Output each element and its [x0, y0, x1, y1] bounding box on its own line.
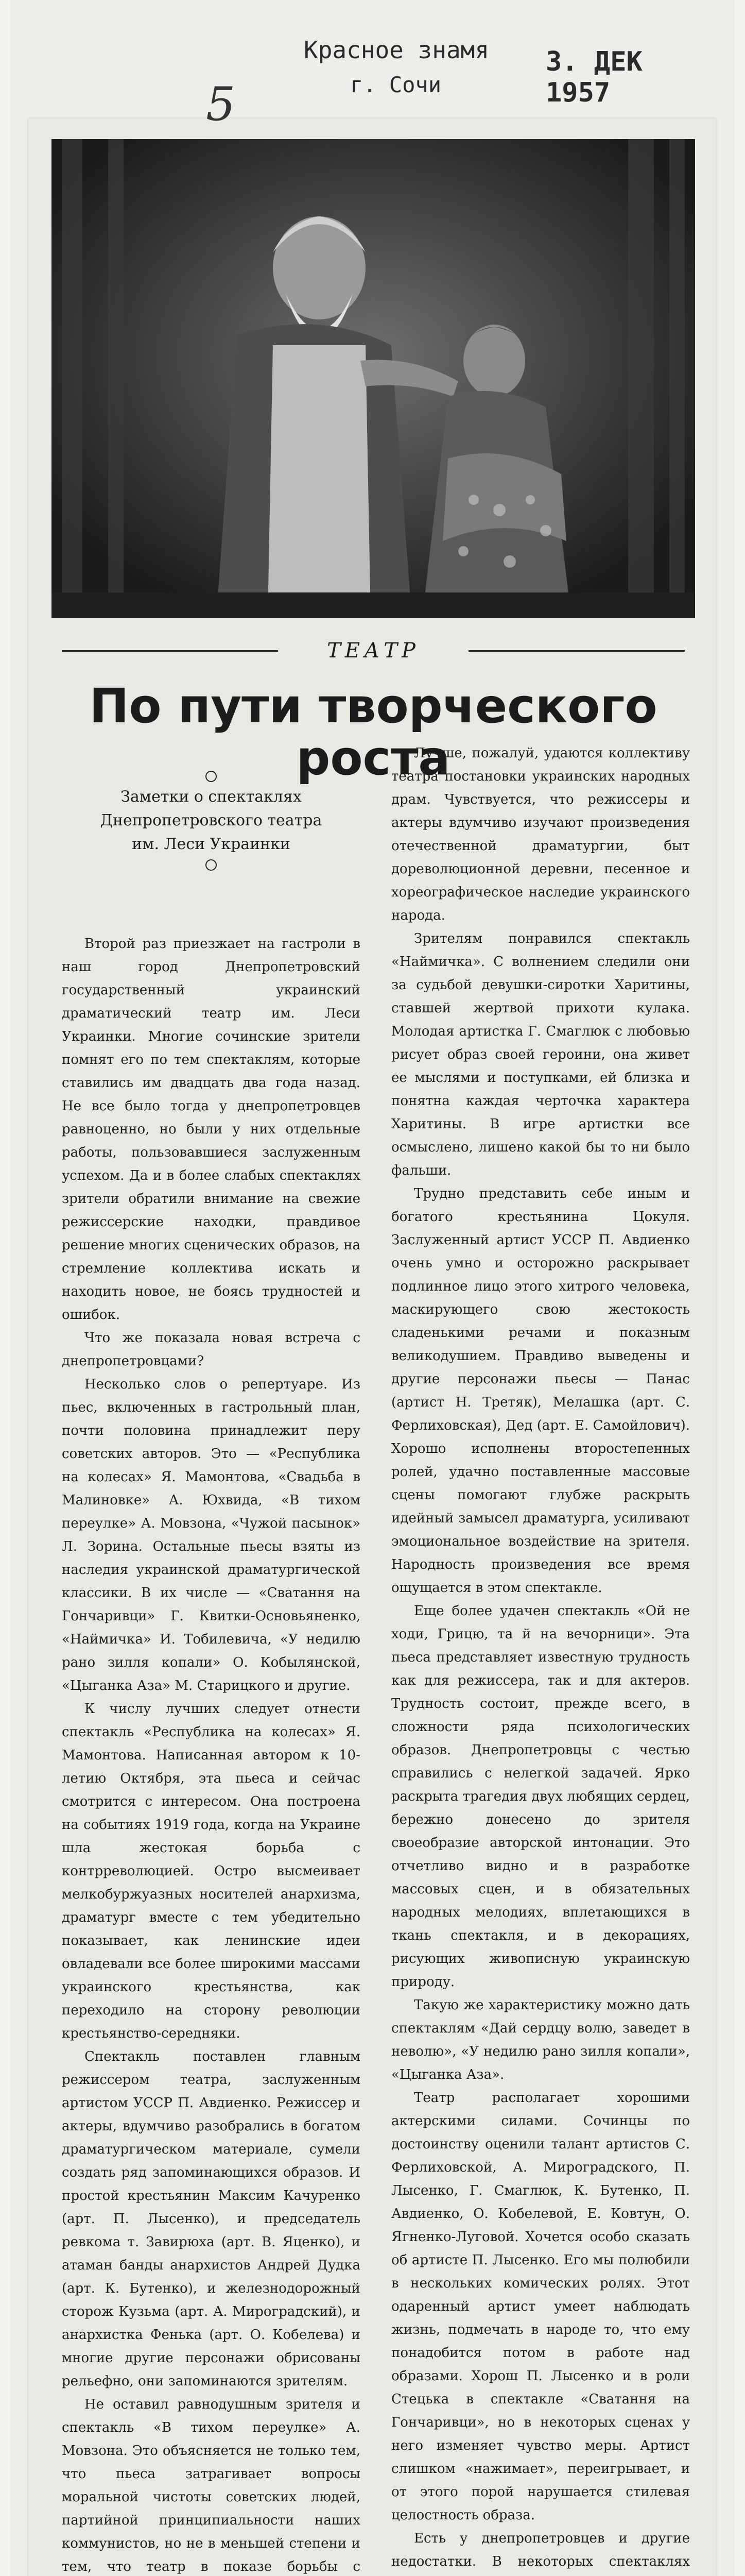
subhead-line: Заметки о спектаклях — [120, 788, 302, 806]
paragraph: Спектакль поставлен главным режиссером театра, заслуженным артистом УССР П. Авдиенко. Режиссер и актеры, вдумчиво разобрались в богатом драматургическом материале, сумели создать ряд запоминающихся образов. И простой крестьянин Максим Качуренко (арт. П. Лысенко), и председатель ревкома т. Завирюха (арт. В. Яценко), и атаман банды анархистов Андрей Дудка (арт. К. Бутенко), и железнодорожный сторож Кузьма (арт. А. Мироградский), и анархистка Фенька (арт. О. Кобелева) и многие другие персонажи обрисованы рельефно, они запоминаются зрителям. — [62, 2049, 360, 2389]
paragraph: Что же показала новая встреча с днепропетровцами? — [62, 1330, 360, 1369]
paragraph: Второй раз приезжает на гастроли в наш город Днепропетровский государственный украинский драматический театр им. Леси Украинки. Многие сочинские зрители помнят его по тем спектаклям, которые ставились им двадцать два года назад. Не все было тогда у днепропетровцев равноценно, но были у них отдельные работы, пользовавшиеся заслуженным успехом. Да и в более слабых спектаклях зрители обратили внимание на свежие режиссерские находки, правдивое решение многих сценических образов, на стремление коллектива искать и находить новое, не боясь трудностей и ошибок. — [62, 936, 360, 1323]
archive-stamp — [304, 36, 695, 139]
circle-ornament-bottom — [205, 859, 217, 871]
article-subhead — [62, 768, 360, 874]
circle-ornament-top — [205, 771, 217, 782]
paragraph: Еще более удачен спектакль «Ой не ходи, Грицю, та й на вечорници». Эта пьеса представляет известную трудность как для режиссера, так и для актеров. Трудность состоит, прежде всего, в сложности ряда психологических образов. Днепропетровцы с честью справились с нелегкой задачей. Ярко раскрыта трагедия двух любящих сердец, бережно донесено до зрителя своеобразие авторской интонации. Это отчетливо видно и в разработке массовых сцен, и в обязательных народных мелодиях, вплетающихся в ткань спектакля, и в декорациях, рисующих живописную украинскую природу. — [391, 1603, 690, 1990]
stage-photo-drawing — [51, 139, 695, 618]
subhead-line: им. Леси Украинки — [132, 835, 290, 853]
paragraph: Лучше, пожалуй, удаются коллективу театра постановки украинских народных драм. Чувствуется, что режиссеры и актеры вдумчиво изучают произведения отечественной драматургии, быт дореволюционной деревни, песенное и хореографическое наследие украинского народа. — [391, 745, 690, 923]
handwritten-mark: 5 — [206, 77, 236, 131]
stamp-newspaper: Красное знамя — [304, 36, 490, 64]
paragraph: Несколько слов о репертуаре. Из пьес, включенных в гастрольный план, почти половина принадлежит перу советских авторов. Это — «Республика на колесах» Я. Мамонтова, «Свадьба в Малиновке» А. Юхвида, «В тихом переулке» А. Мовзона, «Чужой пасынок» Л. Зорина. Остальные пьесы взяты из наследия украинской драматургической классики. В их числе — «Сватання на Гончаривци» Г. Квитки-Основьяненко, «Наймичка» И. Тобилевича, «У недилю рано зилля копали» О. Кобылянской, «Цыганка Аза» М. Старицкого и другие. — [62, 1377, 360, 1693]
paragraph: Есть у днепропетровцев и другие недостатки. В некоторых спектаклях — [391, 2531, 690, 2569]
paragraph: Зрителям понравился спектакль «Наймичка». С волнением следили они за судьбой девушки-сиротки Харитины, ставшей жертвой прихоти кулака. Молодая артистка Г. Смаглюк с любовью рисует образ своей героини, она живет ее мыслями и поступками, ей близка и понятна каждая черточка характера Харитины. В игре артистки все осмыслено, лишено какой бы то ни было фальши. — [391, 931, 690, 1178]
paragraph: Театр располагает хорошими актерскими силами. Сочинцы по достоинству оценили талант артистов С. Ферлиховской, А. Мироградского, П. Лысенко, Г. Смаглюк, К. Бутенко, П. Авдиенко, О. Кобелевой, Е. Ковтун, О. Ягненко-Луговой. Хочется особо сказать об артисте П. Лысенко. Его мы полюбили в нескольких комических ролях. Этот одаренный артист умеет наблюдать жизнь, подмечать в народе то, что ему понадобится потом в работе над образами. Хорош П. Лысенко и в роли Стецька в спектакле «Сватання на Гончаривци», но в некоторых сценах у него изменяет чувство меры. Артист слишком «нажимает», переигрывает, и от этого порой нарушается стилевая целостность образа. — [391, 2090, 690, 2523]
article-column-right — [391, 742, 690, 2576]
paragraph: Такую же характеристику можно дать спектаклям «Дай сердцу волю, заведет в неволю», «У недилю рано зилля копали», «Цыганка Аза». — [391, 1997, 690, 2082]
stamp-date: 3. ДЕК 1957 — [546, 46, 643, 108]
stage-photo — [51, 139, 695, 618]
article-column-left — [62, 933, 360, 2576]
subhead-line: Днепропетровского театра — [100, 811, 322, 829]
paragraph: Не оставил равнодушным зрителя и спектакль «В тихом переулке» А. Мовзона. Это объясняется не только тем, что пьеса затрагивает вопросы моральной чистоты советских людей, партийной принципиальности наших коммунистов, но не в меньшей степени и тем, что театр в показе борьбы с — [62, 2397, 360, 2574]
section-rubric: ТЕАТР — [327, 639, 420, 663]
stamp-city: г. Сочи — [350, 72, 442, 97]
paragraph: К числу лучших следует отнести спектакль «Республика на колесах» Я. Мамонтова. Написанная автором к 10-летию Октября, эта пьеса и сейчас смотрится с интересом. Она построена на событиях 1919 года, когда на Украине шла жестокая борьба с контрреволюцией. Остро высмеивает мелкобуржуазных носителей анархизма, драматург вместе с тем убедительно показывает, как ленинские идеи овладевали все более широкими массами украинского крестьянства, как переходило на сторону революции крестьянство-середняки. — [62, 1701, 360, 2041]
article-headline: По пути творческого роста — [89, 679, 657, 786]
paragraph: Трудно представить себе иным и богатого крестьянина Цокуля. Заслуженный артист УССР П. Авдиенко очень умно и осторожно раскрывает подлинное лицо этого хитрого человека, маскирующего свою жестокость сладенькими речами и показным великодушием. Правдиво выведены и другие персонажи пьесы — Панас (артист Н. Третяк), Мелашка (арт. С. Ферлиховская), Дед (арт. Е. Самойлович). Хорошо исполнены второстепенных ролей, удачно поставленные массовые сцены помогают глубже раскрыть идейный замысел драматурга, усиливают эмоциональное воздействие на зрителя. Народность произведения все время ощущается в этом спектакле. — [391, 1186, 690, 1596]
